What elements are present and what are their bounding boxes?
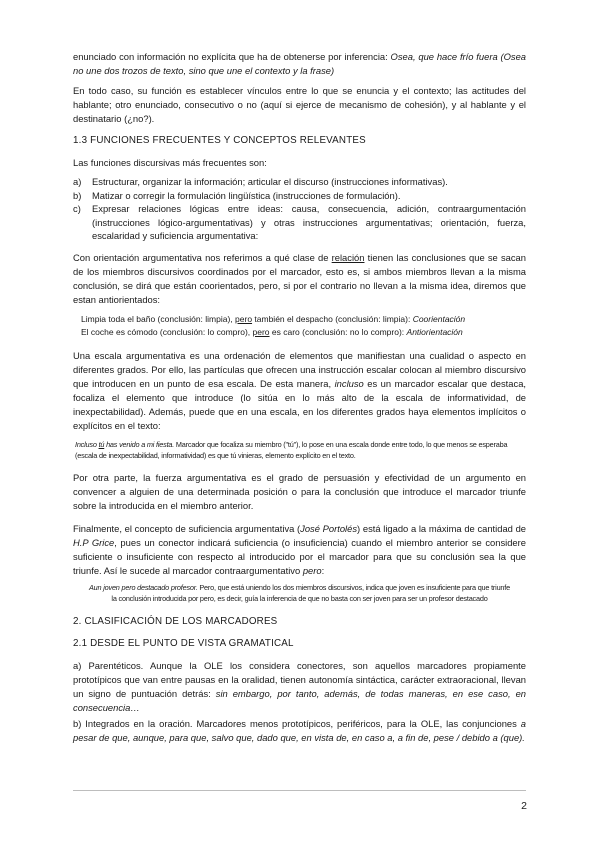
list-marker: a) [73,176,82,187]
incluso-example [75,439,526,462]
paragraph-orientation [73,251,526,307]
document-page [73,50,526,751]
example-underlined: tú [98,439,105,449]
list-item [73,189,526,203]
paragraph-function: En todo caso, su función es establecer vínculos entre lo que se enuncia y el contexto; las actitudes del hablante; otro enunciado, consecutivo o no (aquí si ejerce de mecanismo de cohesión), y al hablante y el destinatario (¿no?). [73,85,526,124]
list-item-text: Matizar o corregir la formulación lingüística (instrucciones de formulación). [92,189,401,201]
antiorientation-example [81,326,526,339]
example-text: es caro (conclusión: no lo compro): [269,326,407,337]
list-marker: b) [73,189,82,201]
example-italic: has venido a mi fiesta. [104,439,175,449]
paragraph-functions-intro: Las funciones discursivas más frecuentes son: [73,157,267,168]
list-item-text: Estructurar, organizar la información; articular el discurso (instrucciones informativas). [92,176,448,187]
orientation-text-a: Con orientación argumentativa nos referimos a qué clase de [73,251,332,263]
paragraph-sufficiency [73,522,526,578]
parenthetical-examples: sin embargo, por tanto, además, de todas maneras, en ese caso, en consecuencia… [73,687,526,713]
paragraph-inference-example [73,50,526,78]
paragraph-parenthetical [73,659,526,715]
sufficiency-text: Finalmente, el concepto de suficiencia argumentativa ( [73,522,301,534]
scale-text-b: es un marcador escalar que destaca, focaliza el elemento que introduce (lo sitúa en lo más alto de la escala de informatividad, de inexpectabilidad). Además, puede que en una escala, en los diferentes grados haya elementos implícitos o explícitos en el texto: [73,377,527,431]
sufficiency-text: , pues un conector indicará suficiencia (o insuficiencia) cuando el miembro anterior se considere suficiente o insuficiente con respecto al introducido por el marcador para que su conclusión sea la que triunfe. Así le sucede al marcador contraargumentativo [73,536,526,576]
section-heading-1-3: 1.3 FUNCIONES FRECUENTES Y CONCEPTOS RELEVANTES [73,135,366,146]
functions-list [73,175,526,243]
example-italic: Incluso [75,439,99,449]
sufficiency-text: : [321,564,325,576]
example-label: Coorientación [412,313,466,324]
example-connector: pero [235,313,253,324]
example-text: también el despacho (conclusión: limpia): [252,313,413,324]
author-name: José Portolés [300,522,358,534]
pero-example [87,582,512,605]
coorientation-example [81,313,526,326]
list-marker: c) [73,203,81,214]
page-number: 2 [521,800,527,812]
paragraph-strength: Por otra parte, la fuerza argumentativa es el grado de persuasión y efectividad de un argumento en convencer a alguien de una determinada posición o para la conclusión que introduce el marcador triunfe sobre la introducida en el miembro anterior. [73,471,526,511]
section-heading-2-1: 2.1 DESDE EL PUNTO DE VISTA GRAMATICAL [73,637,294,649]
example-text: El coche es cómodo (conclusión: lo compro), [81,326,253,337]
orientation-examples [81,313,526,339]
inference-example: Osea, que hace frío fuera (Osea no une dos trozos de texto, sino que une el contexto y la frase) [73,51,527,76]
example-label: Antiorientación [406,326,463,337]
integrated-text: b) Integrados en la oración. Marcadores menos prototípicos, periféricos, para la OLE, las conjunciones [73,717,521,729]
section-heading-2: 2. CLASIFICACIÓN DE LOS MARCADORES [73,615,278,627]
connector-pero: pero [302,564,322,576]
scale-italic: incluso [334,377,364,389]
example-explanation: Marcador que focaliza su miembro ("tú"), lo pose en una escala donde entre todo, lo que menos se esperaba (escala de inexpectabilidad, informatividad) es que tú vinieras, elemento explícito en el texto. [75,439,508,460]
example-connector: pero [252,326,270,337]
list-item [73,202,526,243]
example-text: Limpia toda el baño (conclusión: limpia), [81,313,236,324]
orientation-text-b: tienen las conclusiones que se sacan de los miembros discursivos coordinados por el marcador, esto es, si ambos miembros llevan a la misma conclusión, se dirá que están coorientados, pero, si por el contrario no llevan a la misma idea, diremos que estan antiorientados: [73,251,526,305]
author-name: H.P Grice [73,536,115,548]
orientation-underlined: relación [331,251,365,263]
footer-divider [73,790,526,791]
paragraph-integrated [73,717,526,745]
paragraph-scale [73,349,526,433]
example-italic: Aun joven pero destacado profesor. [89,582,198,592]
scale-text-a: Una escala argumentativa es una ordenación de elementos que manifiestan una cualidad o aspecto en diferentes grados. Por ello, las partículas que ofrecen una instrucción escalar colocan al miembro discursivo que introducen en un punto de esa escala. De esta manera, [73,349,526,389]
list-item [73,175,526,189]
example-explanation: Pero, que está uniendo los dos miembros discursivos, indica que joven es insuficiente para que triunfe la conclusión introducida por pero, es decir, guía la inferencia de que no basta con ser joven para ser un profesor destacado [111,582,510,603]
list-item-text: Expresar relaciones lógicas entre ideas: causa, consecuencia, adición, contraargumentación (instrucciones lógico-argumentativas) y otras instrucciones argumentativas; orientación, fuerza, escalaridad y suficiencia argumentativa: [92,203,526,241]
sufficiency-text: ) está ligado a la máxima de cantidad de [357,522,526,534]
parenthetical-text: a) Parentéticos. Aunque la OLE los considera conectores, son aquellos marcadores propiamente prototípicos que van entre pausas en la oralidad, tienen autonomía sintáctica, carácter extraoracional, llevan un signo de puntuación detrás: [73,659,526,699]
integrated-examples: a pesar de que, aunque, para que, salvo que, dado que, en vista de, en caso a, a fin de, pese / debido a (que). [73,717,526,743]
inference-text: enunciado con información no explícita que ha de obtenerse por inferencia: [73,51,391,62]
